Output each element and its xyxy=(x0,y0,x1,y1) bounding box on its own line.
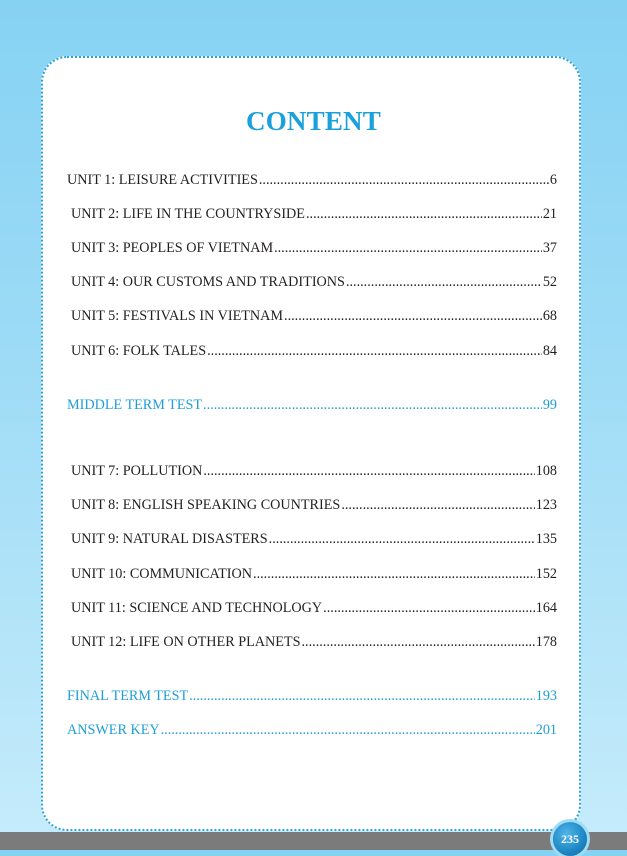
toc-entry-page: 99 xyxy=(542,397,557,413)
leader-dots xyxy=(207,342,542,360)
toc-entry-page: 108 xyxy=(535,463,557,479)
leader-dots xyxy=(189,687,535,705)
toc-entry-unit-12[interactable] xyxy=(71,633,557,651)
toc-entry-page: 6 xyxy=(549,172,557,188)
toc-entry-page: 193 xyxy=(535,688,557,704)
page-number-badge: 235 xyxy=(553,822,587,856)
toc-entry-label: UNIT 11: SCIENCE AND TECHNOLOGY xyxy=(71,600,323,616)
leader-dots xyxy=(203,462,534,480)
toc-entry-final-term-test[interactable] xyxy=(67,687,557,705)
toc-entry-label: MIDDLE TERM TEST xyxy=(67,397,203,413)
leader-dots xyxy=(323,599,535,617)
toc-entry-unit-7[interactable] xyxy=(71,462,557,480)
toc-entry-unit-10[interactable] xyxy=(71,565,557,583)
leader-dots xyxy=(284,307,542,325)
leader-dots xyxy=(161,721,535,739)
toc-entry-unit-5[interactable] xyxy=(71,307,557,325)
toc-entry-label: UNIT 5: FESTIVALS IN VIETNAM xyxy=(71,308,284,324)
toc-entry-label: ANSWER KEY xyxy=(67,722,160,738)
leader-dots xyxy=(253,565,535,583)
toc-entry-label: UNIT 1: LEISURE ACTIVITIES xyxy=(67,172,258,188)
toc-entry-page: 164 xyxy=(535,600,557,616)
leader-dots xyxy=(341,496,534,514)
leader-dots xyxy=(203,396,542,414)
toc-entry-page: 178 xyxy=(535,634,557,650)
toc-entry-unit-11[interactable] xyxy=(71,599,557,617)
toc-entry-page: 135 xyxy=(535,531,557,547)
toc-entry-label: UNIT 8: ENGLISH SPEAKING COUNTRIES xyxy=(71,497,341,513)
page-title: CONTENT xyxy=(246,106,381,136)
toc-entry-label: UNIT 12: LIFE ON OTHER PLANETS xyxy=(71,634,301,650)
toc-entry-unit-6[interactable] xyxy=(71,342,557,360)
toc-entry-page: 37 xyxy=(542,240,557,256)
toc-entry-page: 52 xyxy=(542,274,557,290)
toc-entry-label: FINAL TERM TEST xyxy=(67,688,189,704)
toc-entry-page: 68 xyxy=(542,308,557,324)
toc-entry-label: UNIT 2: LIFE IN THE COUNTRYSIDE xyxy=(71,206,305,222)
toc-entry-label: UNIT 4: OUR CUSTOMS AND TRADITIONS xyxy=(71,274,345,290)
toc-entry-unit-1[interactable] xyxy=(67,171,557,189)
footer-bar xyxy=(0,832,627,850)
toc-entry-unit-2[interactable] xyxy=(71,205,557,223)
leader-dots xyxy=(269,530,535,548)
toc-entry-page: 84 xyxy=(542,343,557,359)
toc-entry-label: UNIT 6: FOLK TALES xyxy=(71,343,207,359)
toc-entry-page: 201 xyxy=(535,722,557,738)
toc-entry-unit-9[interactable] xyxy=(71,530,557,548)
leader-dots xyxy=(346,273,542,291)
toc-entry-label: UNIT 3: PEOPLES OF VIETNAM xyxy=(71,240,274,256)
leader-dots xyxy=(306,205,542,223)
toc-entry-page: 123 xyxy=(535,497,557,513)
leader-dots xyxy=(274,239,542,257)
toc-entry-answer-key[interactable] xyxy=(67,721,557,739)
toc-entry-page: 152 xyxy=(535,566,557,582)
toc-entry-unit-4[interactable] xyxy=(71,273,557,291)
toc-entry-unit-8[interactable] xyxy=(71,496,557,514)
toc-entry-middle-term-test[interactable] xyxy=(67,396,557,414)
toc-entry-unit-3[interactable] xyxy=(71,239,557,257)
leader-dots xyxy=(259,171,549,189)
toc-entry-page: 21 xyxy=(542,206,557,222)
toc-entry-label: UNIT 9: NATURAL DISASTERS xyxy=(71,531,268,547)
toc-entry-label: UNIT 10: COMMUNICATION xyxy=(71,566,253,582)
toc-entry-label: UNIT 7: POLLUTION xyxy=(71,463,203,479)
leader-dots xyxy=(302,633,535,651)
